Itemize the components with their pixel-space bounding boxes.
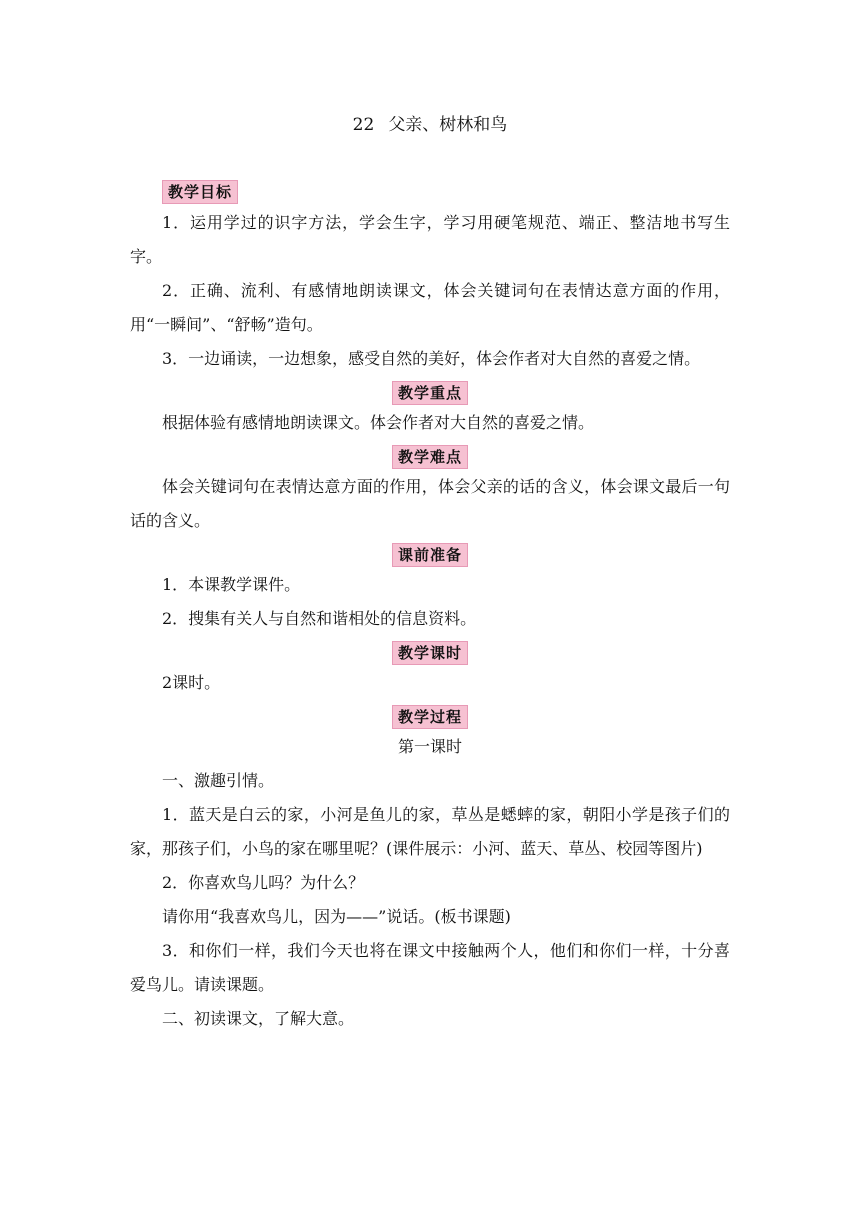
- goal-item: 1．运用学过的识字方法，学会生字，学习用硬笔规范、端正、整洁地书写生字。: [130, 213, 730, 266]
- process-step: 请你用“我喜欢鸟儿，因为——”说话。(板书课题): [162, 907, 511, 926]
- goals-heading: 教学目标: [162, 180, 238, 204]
- lesson-period-title: 第一课时: [397, 737, 462, 756]
- difficulties-text: 体会关键词句在表情达意方面的作用，体会父亲的话的含义，体会课文最后一句话的含义。: [130, 477, 730, 530]
- difficulties-heading: 教学难点: [392, 445, 468, 469]
- process-step: 2．你喜欢鸟儿吗？为什么？: [162, 873, 365, 892]
- process-heading: 教学过程: [392, 705, 468, 729]
- preparation-item: 2．搜集有关人与自然和谐相处的信息资料。: [162, 609, 477, 628]
- preparation-item: 1．本课教学课件。: [162, 575, 301, 594]
- goal-item: 2．正确、流利、有感情地朗读课文，体会关键词句在表情达意方面的作用，用“一瞬间”、“舒畅”造句。: [130, 281, 730, 334]
- periods-heading: 教学课时: [392, 641, 468, 665]
- process-step: 1．蓝天是白云的家，小河是鱼儿的家，草丛是蟋蟀的家，朝阳小学是孩子们的家，那孩子们，小鸟的家在哪里呢？(课件展示：小河、蓝天、草丛、校园等图片): [130, 805, 730, 858]
- goal-item: 3．一边诵读，一边想象，感受自然的美好，体会作者对大自然的喜爱之情。: [162, 349, 701, 368]
- document-body: [130, 176, 730, 1036]
- lesson-number: 22: [352, 115, 375, 135]
- page-title: [0, 110, 860, 135]
- process-step: 二、初读课文，了解大意。: [162, 1009, 355, 1028]
- lesson-title: 父亲、树林和鸟: [388, 115, 508, 135]
- preparation-heading: 课前准备: [392, 543, 468, 567]
- key-points-text: 根据体验有感情地朗读课文。体会作者对大自然的喜爱之情。: [162, 413, 595, 432]
- process-step: 一、激趣引情。: [162, 771, 275, 790]
- process-step: 3．和你们一样，我们今天也将在课文中接触两个人，他们和你们一样，十分喜爱鸟儿。请读课题。: [130, 941, 730, 994]
- key-points-heading: 教学重点: [392, 381, 468, 405]
- periods-text: 2课时。: [162, 673, 221, 692]
